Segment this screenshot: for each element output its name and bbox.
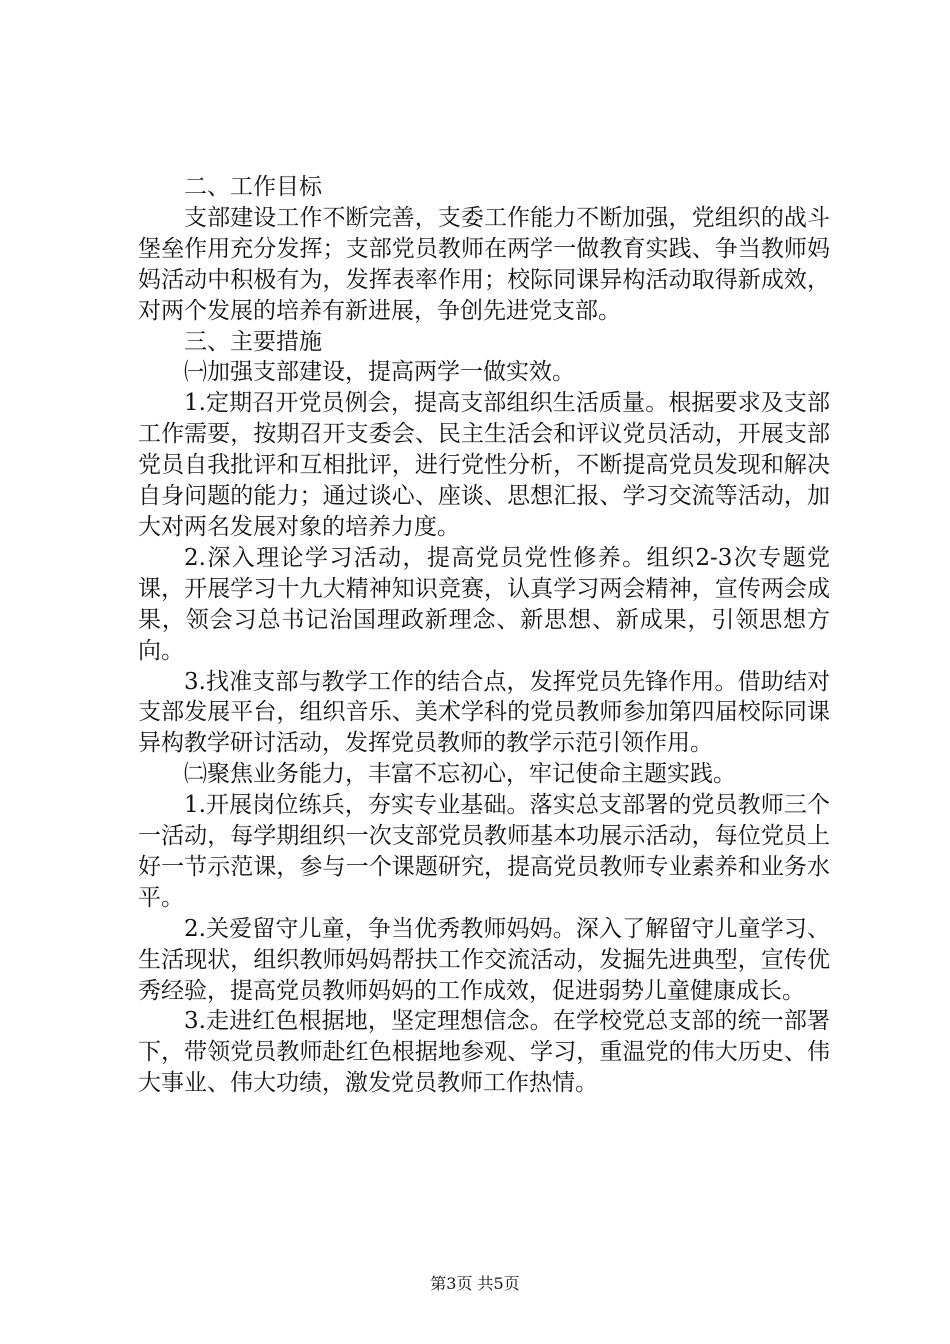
subheading-business-ability: ㈡聚焦业务能力，丰富不忘初心，牢记使命主题实践。	[184, 761, 736, 788]
subheading-branch-building: ㈠加强支部建设，提高两学一做实效。	[184, 359, 575, 386]
page-number-footer: 第3页 共5页	[430, 1274, 520, 1293]
paragraph-item-6: 3.走进红色根据地，坚定理想信念。在学校党总支部的统一部署下，带领党员教师赴红色根据地参观、学习，重温党的伟大历史、伟大事业、伟大功绩，激发党员教师工作热情。	[138, 1008, 830, 1097]
section-heading-measures: 三、主要措施	[184, 328, 322, 355]
section-heading-goals: 二、工作目标	[184, 174, 322, 200]
paragraph-goals: 支部建设工作不断完善，支委工作能力不断加强，党组织的战斗堡垒作用充分发挥；支部党员教师在两学一做教育实践、争当教师妈妈活动中积极有为，发挥表率作用；校际同课异构活动取得新成效，对两个发展的培养有新进展，争创先进党支部。	[138, 204, 830, 324]
paragraph-item-5: 2.关爱留守儿童，争当优秀教师妈妈。深入了解留守儿童学习、生活现状，组织教师妈妈帮扶工作交流活动，发掘先进典型，宣传优秀经验，提高党员教师妈妈的工作成效，促进弱势儿童健康成长。	[138, 915, 830, 1004]
document-body	[138, 172, 830, 1099]
paragraph-item-2: 2.深入理论学习活动，提高党员党性修养。组织2-3次专题党课，开展学习十九大精神知识竞赛，认真学习两会精神，宣传两会成果，领会习总书记治国理政新理念、新思想、新成果，引领思想方向。	[138, 544, 830, 664]
paragraph-item-4: 1.开展岗位练兵，夯实专业基础。落实总支部署的党员教师三个一活动，每学期组织一次支部党员教师基本功展示活动，每位党员上好一节示范课，参与一个课题研究，提高党员教师专业素养和业务水平。	[138, 792, 830, 911]
paragraph-item-3: 3.找准支部与教学工作的结合点，发挥党员先锋作用。借助结对支部发展平台，组织音乐、美术学科的党员教师参加第四届校际同课异构教学研讨活动，发挥党员教师的教学示范引领作用。	[138, 668, 830, 757]
paragraph-item-1: 1.定期召开党员例会，提高支部组织生活质量。根据要求及支部工作需要，按期召开支委会、民主生活会和评议党员活动，开展支部党员自我批评和互相批评，进行党性分析，不断提高党员发现和解决自身问题的能力；通过谈心、座谈、思想汇报、学习交流等活动，加大对两名发展对象的培养力度。	[138, 390, 830, 540]
